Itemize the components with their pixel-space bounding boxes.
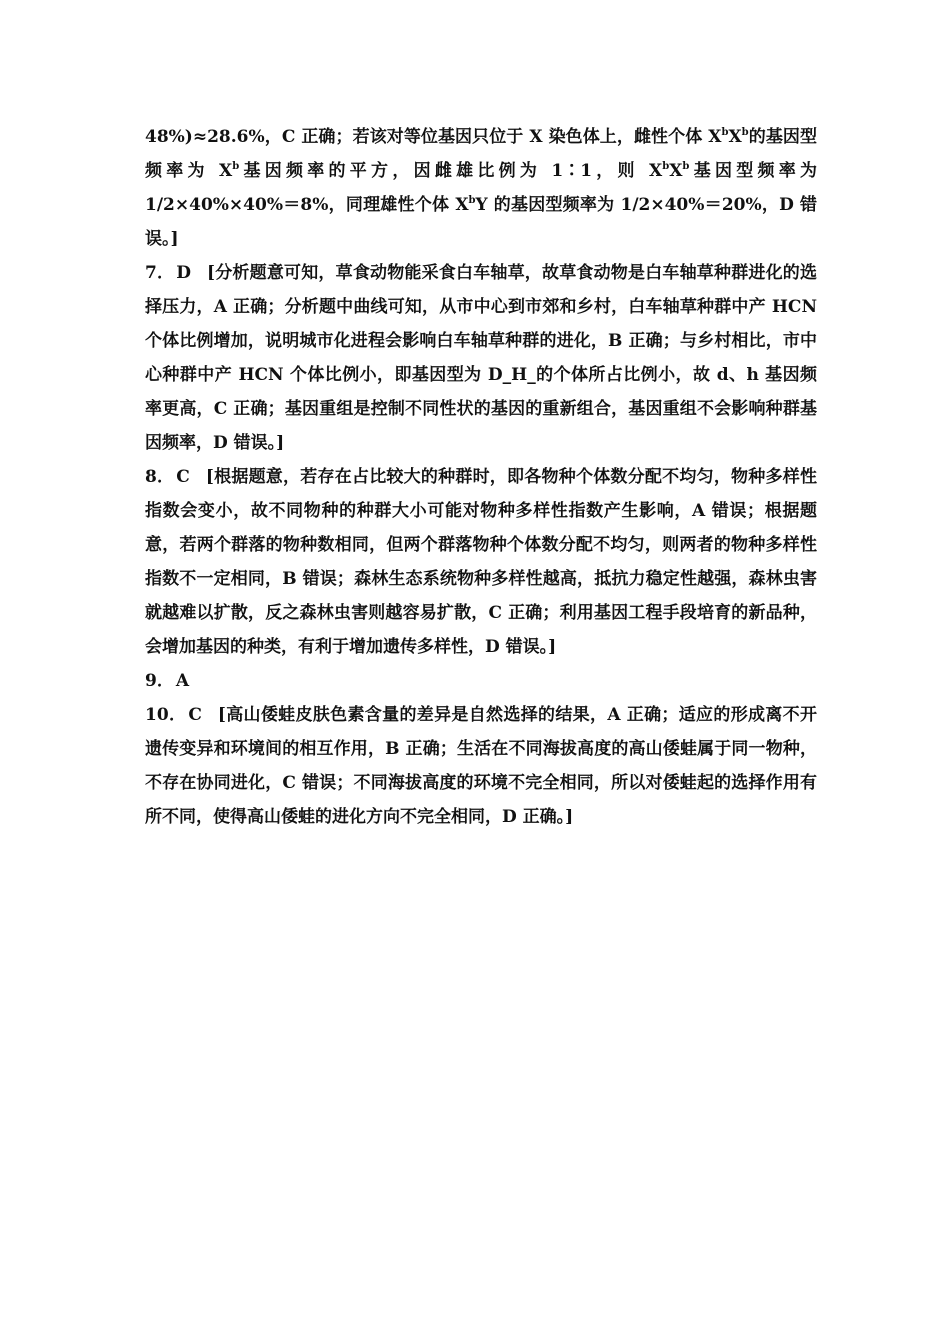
answer-number: 10．	[145, 705, 187, 725]
answer-number: 7．	[145, 263, 175, 283]
superscript: b	[468, 195, 476, 206]
answer-number: 8．	[145, 467, 175, 487]
superscript: b	[721, 127, 729, 138]
answer-letter: C	[176, 467, 190, 487]
answer-q9	[145, 664, 817, 698]
answer-explanation: [分析题意可知，草食动物能采食白车轴草，故草食动物是白车轴草种群进化的选择压力，A 正确；分析题中曲线可知，从市中心到市郊和乡村，白车轴草种群中产 HCN 个体比例增加，说明城市化进程会影响白车轴草种群的进化，B 正确；与乡村相比，市中心种群中产 HCN 个体比例小，即基因型为 D_H_的个体所占比例小，故 d、h 基因频率更高，C 正确；基因重组是控制不同性状的基因的重新组合，基因重组不会影响种群基因频率，D 错误。]	[145, 263, 817, 453]
answer-q7	[145, 256, 817, 460]
superscript: b	[682, 161, 690, 172]
text-segment: 的基因型频率为 X	[145, 127, 817, 181]
text-segment: 基因型频率为 1/2×40%×40%＝8%，同理雄性个体 X	[145, 161, 818, 215]
answer-explanation: [根据题意，若存在占比较大的种群时，即各物种个体数分配不均匀，物种多样性指数会变小，故不同物种的种群大小可能对物种多样性指数产生影响，A 错误；根据题意，若两个群落的物种数相同，但两个群落物种个体数分配不均匀，则两者的物种多样性指数不一定相同，B 错误；森林生态系统物种多样性越高，抵抗力稳定性越强，森林虫害就越难以扩散，反之森林虫害则越容易扩散，C 正确；利用基因工程手段培育的新品种，会增加基因的种类，有利于增加遗传多样性，D 错误。]	[145, 467, 817, 657]
text-segment: X	[669, 161, 683, 181]
answer-letter: A	[175, 671, 190, 691]
answer-letter: D	[176, 263, 191, 283]
answer-q10	[145, 698, 817, 834]
superscript: b	[662, 161, 670, 172]
text-segment: 48%)≈28.6%，C 正确；若该对等位基因只位于 X 染色体上，雌性个体 X	[145, 127, 722, 147]
text-segment: X	[728, 127, 742, 147]
superscript: b	[741, 127, 749, 138]
answer-q8	[145, 460, 817, 664]
superscript: b	[232, 161, 240, 172]
text-segment: Y 的基因型频率为 1/2×40%＝20%，D 错误。]	[145, 195, 817, 249]
answer-letter: C	[188, 705, 202, 725]
answer-document	[145, 120, 817, 834]
answer-continued	[145, 120, 817, 256]
text-segment: 基因频率的平方，因雌雄比例为 1∶1，则 X	[239, 161, 663, 181]
answer-number: 9．	[145, 671, 174, 691]
answer-explanation: [高山倭蛙皮肤色素含量的差异是自然选择的结果，A 正确；适应的形成离不开遗传变异和环境间的相互作用，B 正确；生活在不同海拔高度的高山倭蛙属于同一物种，不存在协同进化，C 错误；不同海拔高度的环境不完全相同，所以对倭蛙起的选择作用有所不同，使得高山倭蛙的进化方向不完全相同，D 正确。]	[145, 705, 817, 827]
